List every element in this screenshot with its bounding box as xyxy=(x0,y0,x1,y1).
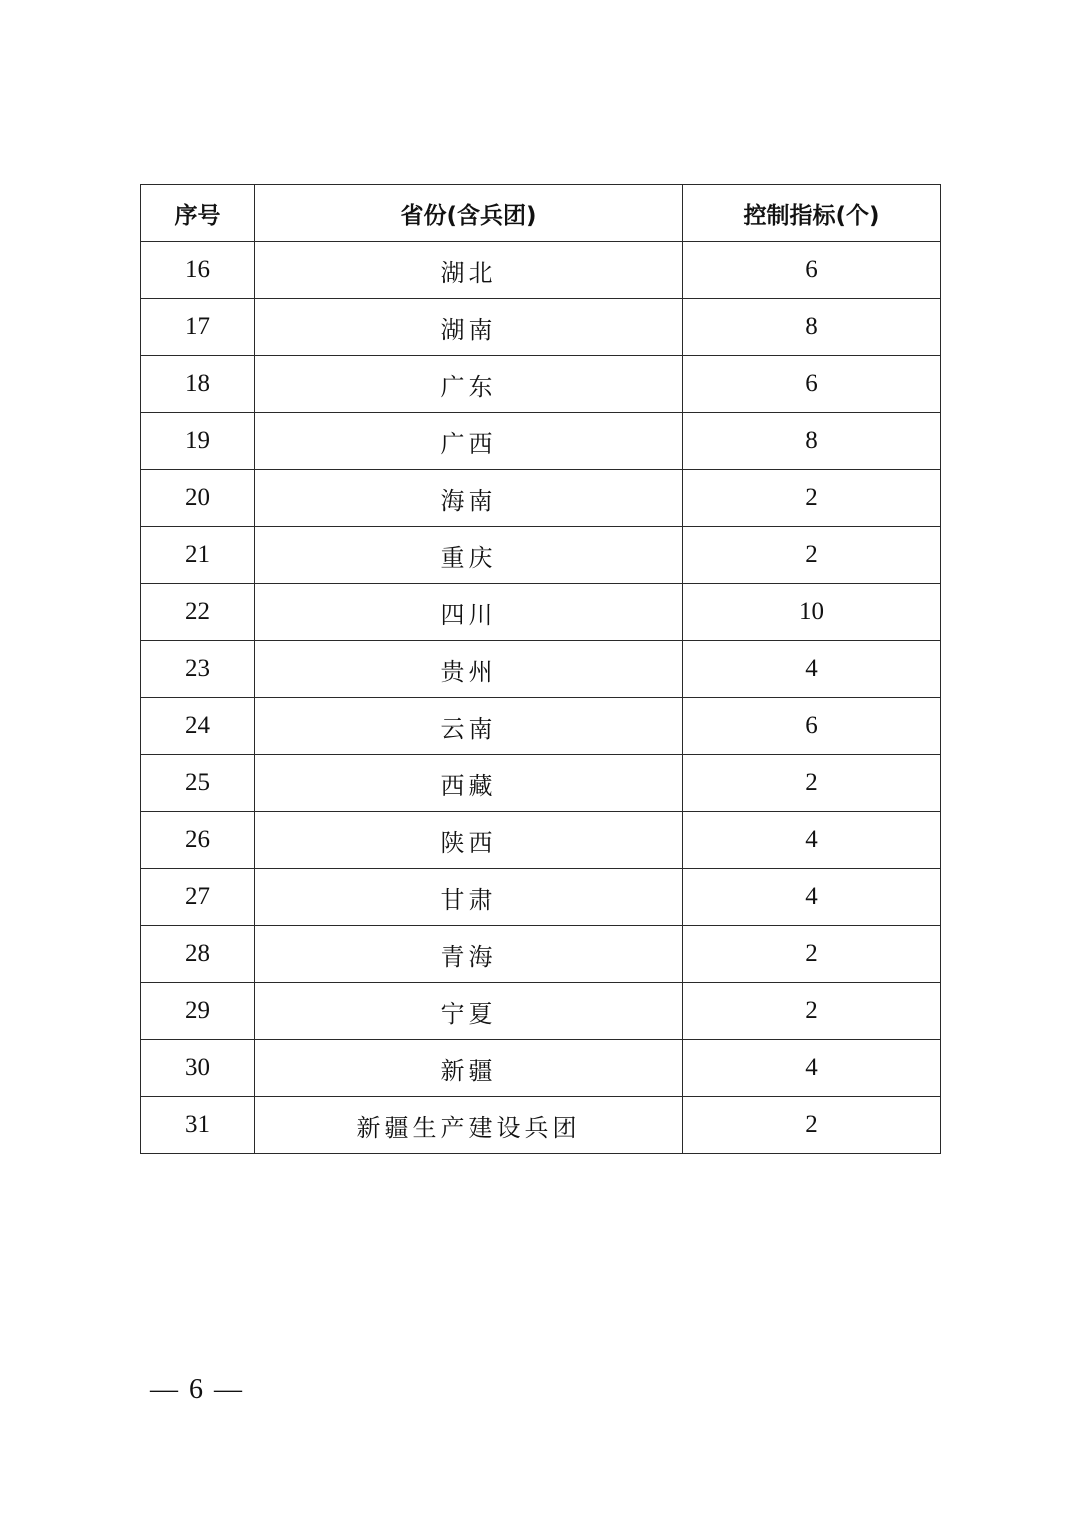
cell-quota: 8 xyxy=(683,413,941,470)
cell-serial: 24 xyxy=(141,698,255,755)
header-quota: 控制指标(个) xyxy=(683,185,941,242)
table-row xyxy=(141,584,941,641)
cell-province: 广东 xyxy=(255,356,683,413)
cell-quota: 6 xyxy=(683,356,941,413)
table-row xyxy=(141,698,941,755)
table-row xyxy=(141,755,941,812)
cell-province: 湖南 xyxy=(255,299,683,356)
quota-table xyxy=(140,184,941,1154)
cell-serial: 17 xyxy=(141,299,255,356)
cell-serial: 19 xyxy=(141,413,255,470)
cell-province: 甘肃 xyxy=(255,869,683,926)
table-row xyxy=(141,470,941,527)
cell-serial: 28 xyxy=(141,926,255,983)
cell-province: 新疆生产建设兵团 xyxy=(255,1097,683,1154)
cell-quota: 8 xyxy=(683,299,941,356)
cell-province: 四川 xyxy=(255,584,683,641)
cell-serial: 23 xyxy=(141,641,255,698)
cell-province: 贵州 xyxy=(255,641,683,698)
cell-quota: 2 xyxy=(683,983,941,1040)
cell-quota: 10 xyxy=(683,584,941,641)
cell-serial: 20 xyxy=(141,470,255,527)
cell-province: 青海 xyxy=(255,926,683,983)
table-row xyxy=(141,1097,941,1154)
cell-serial: 25 xyxy=(141,755,255,812)
table-row xyxy=(141,983,941,1040)
cell-serial: 16 xyxy=(141,242,255,299)
cell-province: 广西 xyxy=(255,413,683,470)
table-row xyxy=(141,242,941,299)
cell-province: 云南 xyxy=(255,698,683,755)
table-row xyxy=(141,926,941,983)
cell-serial: 22 xyxy=(141,584,255,641)
cell-province: 西藏 xyxy=(255,755,683,812)
cell-province: 宁夏 xyxy=(255,983,683,1040)
table-row xyxy=(141,641,941,698)
cell-province: 海南 xyxy=(255,470,683,527)
cell-province: 重庆 xyxy=(255,527,683,584)
table-header-row xyxy=(141,185,941,242)
page-number: — 6 — xyxy=(150,1374,244,1405)
cell-quota: 4 xyxy=(683,869,941,926)
table-row xyxy=(141,413,941,470)
cell-quota: 6 xyxy=(683,698,941,755)
header-province: 省份(含兵团) xyxy=(255,185,683,242)
cell-quota: 2 xyxy=(683,755,941,812)
table-row xyxy=(141,527,941,584)
cell-quota: 2 xyxy=(683,470,941,527)
table-row xyxy=(141,812,941,869)
cell-province: 湖北 xyxy=(255,242,683,299)
cell-quota: 4 xyxy=(683,641,941,698)
cell-quota: 2 xyxy=(683,926,941,983)
cell-serial: 27 xyxy=(141,869,255,926)
table-row xyxy=(141,356,941,413)
cell-serial: 18 xyxy=(141,356,255,413)
cell-quota: 2 xyxy=(683,527,941,584)
cell-serial: 21 xyxy=(141,527,255,584)
table-row xyxy=(141,1040,941,1097)
table-row xyxy=(141,869,941,926)
cell-quota: 6 xyxy=(683,242,941,299)
header-serial: 序号 xyxy=(141,185,255,242)
cell-province: 陕西 xyxy=(255,812,683,869)
cell-quota: 4 xyxy=(683,812,941,869)
cell-serial: 31 xyxy=(141,1097,255,1154)
cell-quota: 4 xyxy=(683,1040,941,1097)
cell-serial: 26 xyxy=(141,812,255,869)
cell-quota: 2 xyxy=(683,1097,941,1154)
cell-province: 新疆 xyxy=(255,1040,683,1097)
cell-serial: 30 xyxy=(141,1040,255,1097)
cell-serial: 29 xyxy=(141,983,255,1040)
table-row xyxy=(141,299,941,356)
